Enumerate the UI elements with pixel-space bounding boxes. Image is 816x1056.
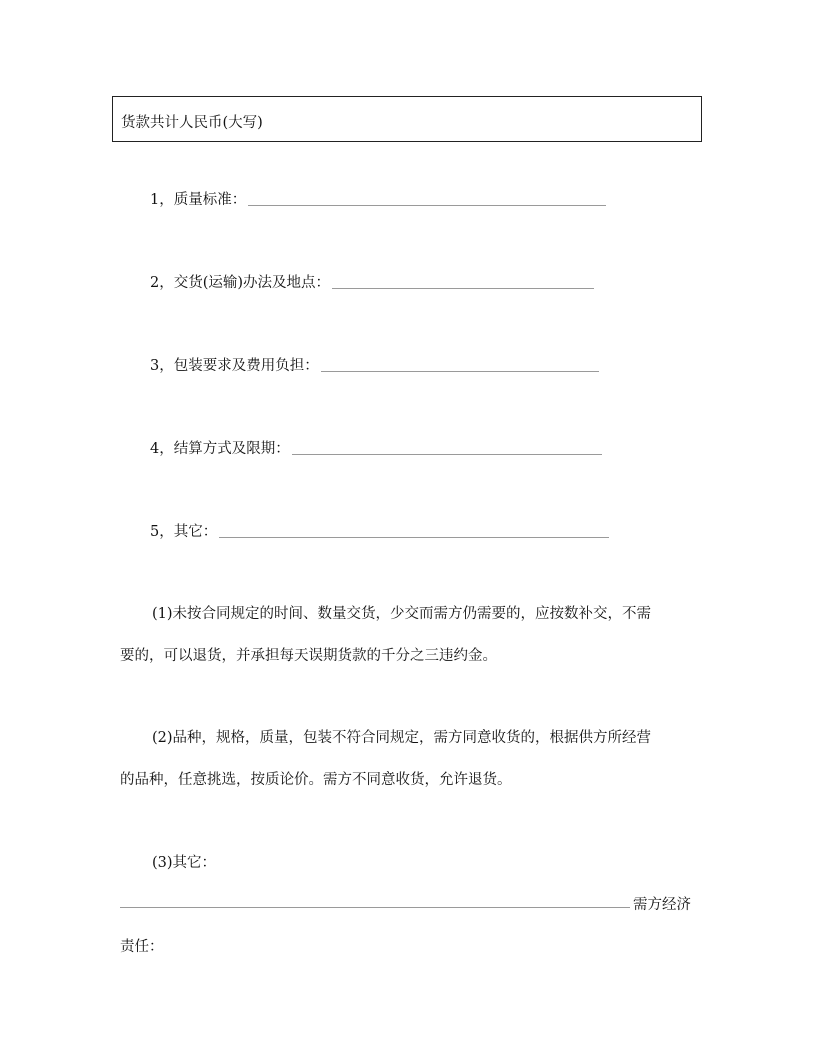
fill-in-blank[interactable] — [248, 204, 606, 206]
field-label: 5，其它： — [150, 524, 218, 540]
clause-1-line-2: 要的，可以退货，并承担每天误期货款的千分之三违约金。 — [120, 648, 497, 664]
amount-total-box — [112, 96, 702, 142]
field-other — [150, 520, 609, 541]
clause-3-label: (3)其它： — [152, 855, 217, 871]
fill-in-blank[interactable] — [219, 536, 609, 538]
clause-2-line-2: 的品种，任意挑选，按质论价。需方不同意收货，允许退货。 — [120, 772, 512, 788]
fill-in-blank[interactable] — [332, 287, 594, 289]
clause-2-line-1: (2)品种，规格，质量，包装不符合同规定，需方同意收货的，根据供方所经营 — [152, 730, 652, 746]
field-quality-standard — [150, 188, 606, 209]
field-label: 3，包装要求及费用负担： — [150, 358, 319, 374]
fill-in-blank[interactable] — [321, 370, 599, 372]
field-label: 4，结算方式及限期： — [150, 441, 290, 457]
clause-3-tail: 需方经济 — [633, 897, 691, 913]
amount-total-label: 货款共计人民币(大写) — [121, 115, 263, 131]
field-label: 2，交货(运输)办法及地点： — [150, 275, 331, 291]
field-settlement-method — [150, 437, 602, 458]
field-label: 1，质量标准： — [150, 192, 247, 208]
clause-3-continuation: 责任： — [120, 939, 164, 955]
fill-in-blank[interactable] — [292, 453, 602, 455]
field-packaging-requirements — [150, 354, 599, 375]
field-delivery-method — [150, 271, 594, 292]
clause-3-fill-in-blank[interactable] — [120, 907, 630, 908]
clause-1-line-1: (1)未按合同规定的时间、数量交货，少交而需方仍需要的，应按数补交，不需 — [152, 606, 652, 622]
